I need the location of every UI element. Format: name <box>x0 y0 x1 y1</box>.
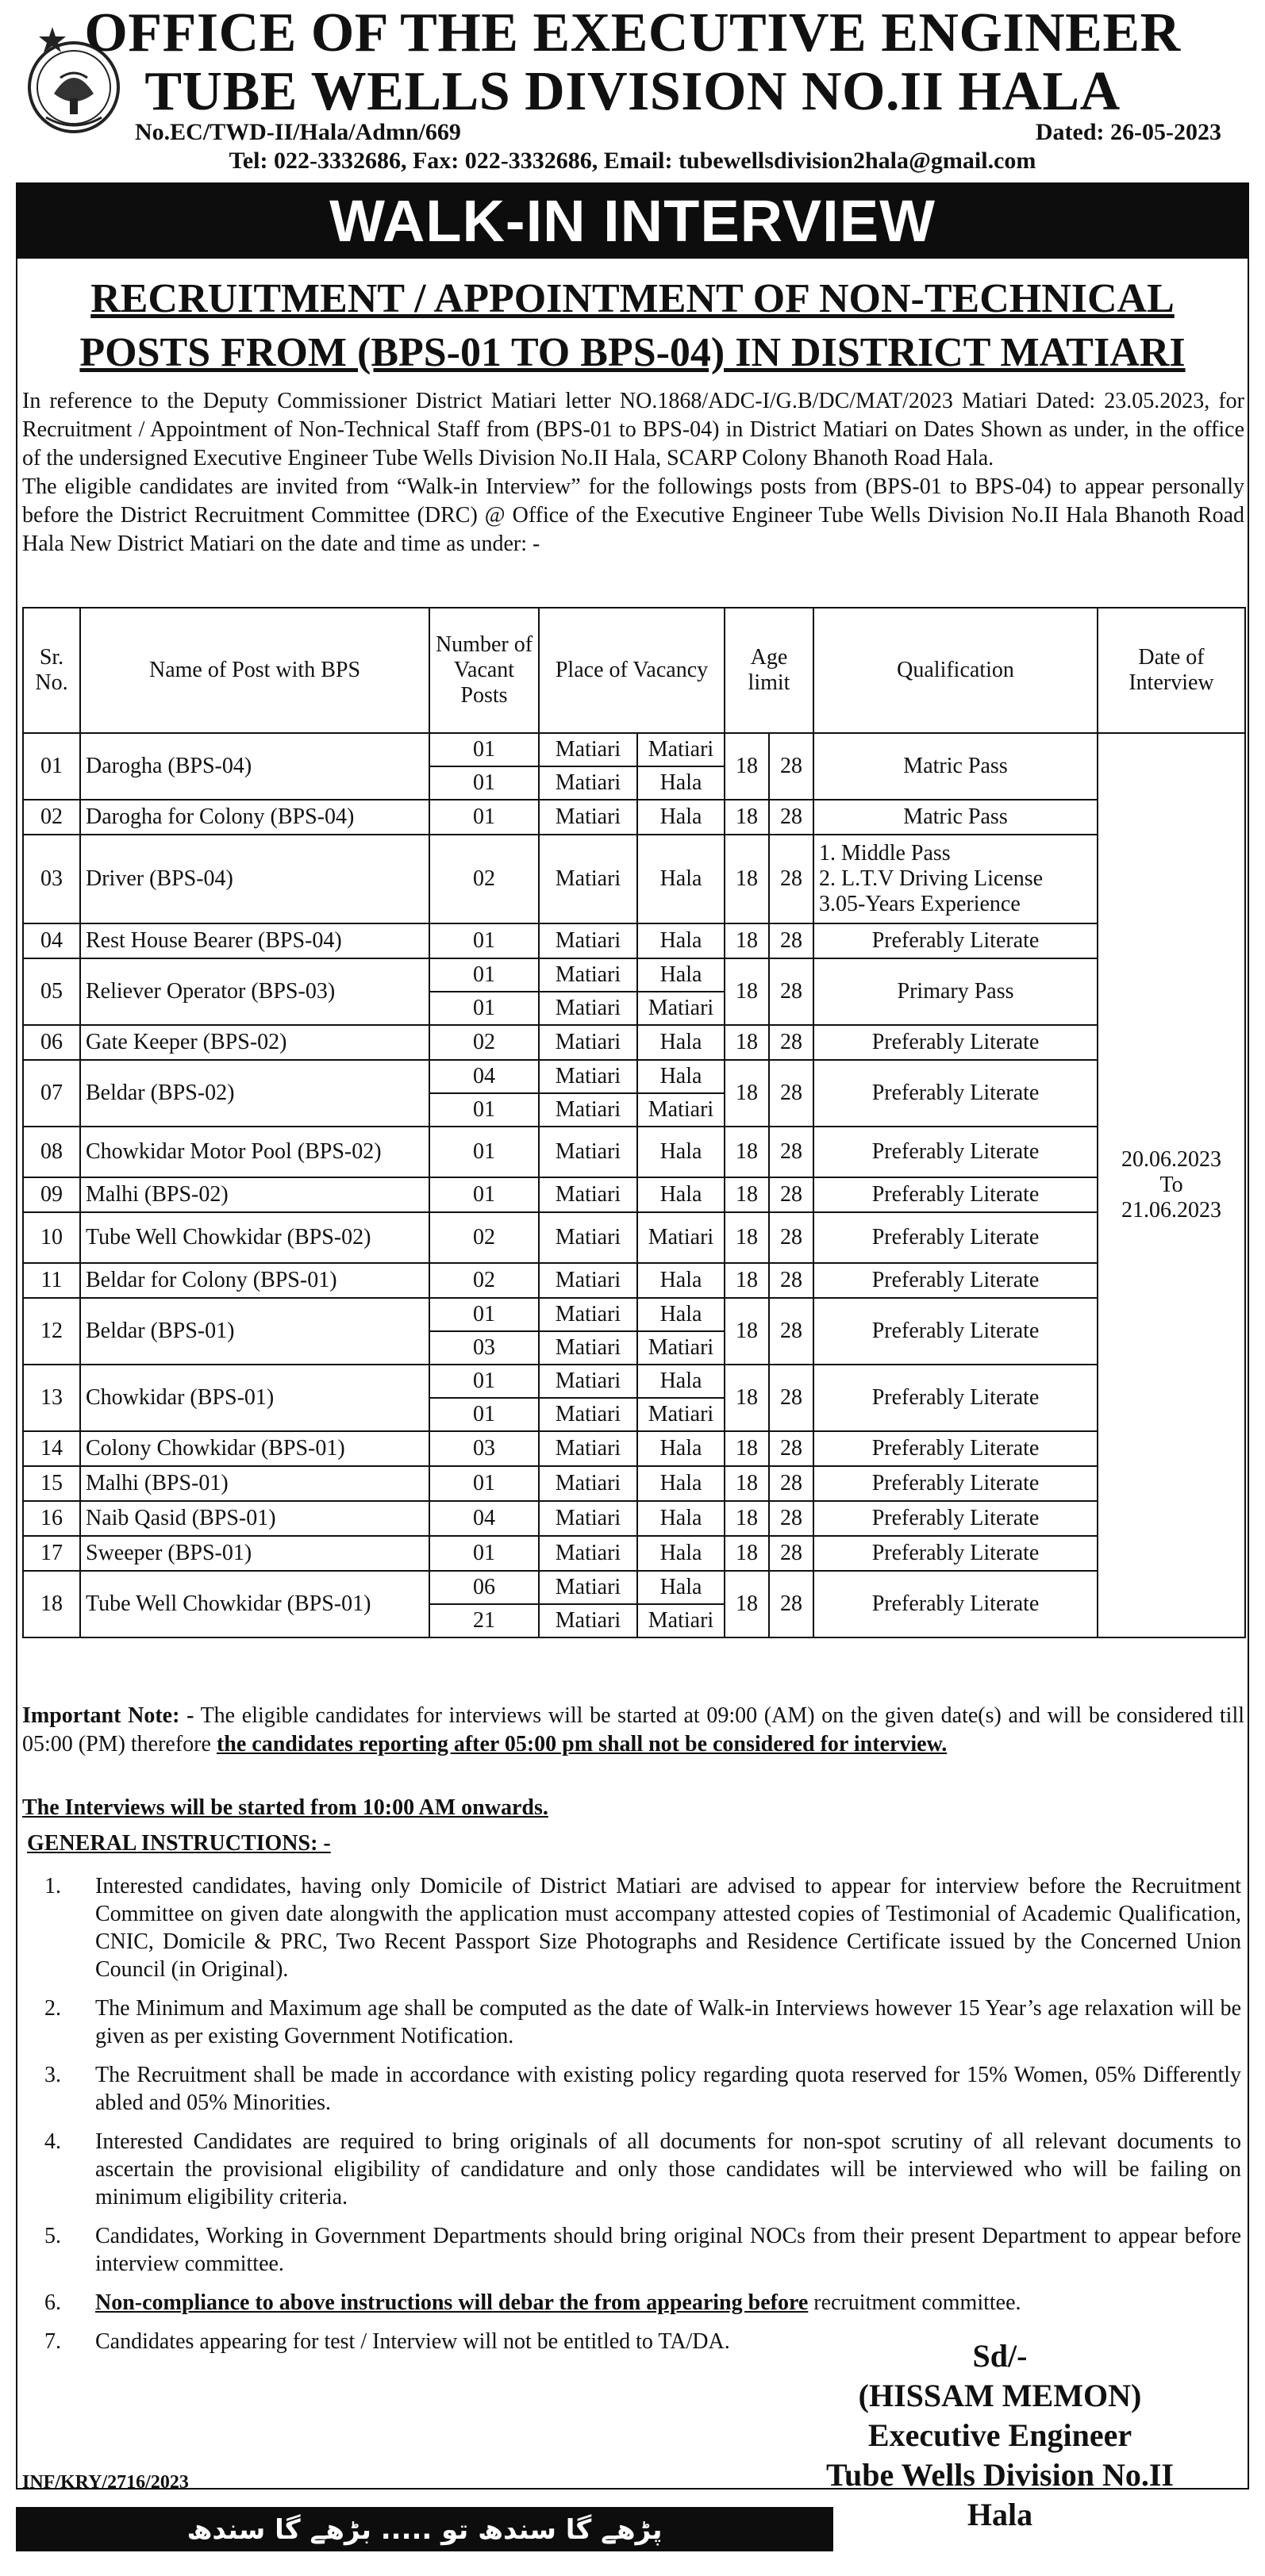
signatory-designation: Executive Engineer <box>867 2417 1132 2453</box>
min-age-cell: 18 <box>725 958 769 1025</box>
district-cell: Matiari <box>539 1127 637 1177</box>
post-name-cell: Beldar for Colony (BPS-01) <box>80 1263 429 1298</box>
vacant-posts-cell: 01 <box>429 1398 539 1431</box>
qualification-cell: Preferably Literate <box>813 1060 1098 1127</box>
instruction-text: Interested Candidates are required to bring originals of all documents for non-spot scrutiny of all relevant documents to ascertain the provisional eligibility of candidature and only those candidates will be interviewed who will be failing on minimum eligibility criteria. <box>95 2129 1241 2209</box>
qualification-cell: Preferably Literate <box>813 1466 1098 1501</box>
sr-no-cell: 15 <box>23 1466 80 1501</box>
place-cell: Hala <box>637 923 725 958</box>
reference-number: No.EC/TWD-II/Hala/Admn/669 <box>135 119 461 145</box>
vacant-posts-cell: 01 <box>429 923 539 958</box>
place-cell: Hala <box>637 1466 725 1501</box>
division-title: TUBE WELLS DIVISION NO.II HALA <box>144 61 1121 122</box>
post-name-cell: Beldar (BPS-01) <box>80 1298 429 1365</box>
vacant-posts-cell: 03 <box>429 1331 539 1365</box>
interview-date-cell <box>1098 733 1245 1637</box>
general-instructions-list <box>27 1872 1241 2367</box>
vacant-posts-cell: 02 <box>429 835 539 923</box>
place-cell: Matiari <box>637 1093 725 1127</box>
instruction-item <box>27 2061 1241 2117</box>
qualification-cell: Matric Pass <box>813 800 1098 835</box>
post-name-cell: Reliever Operator (BPS-03) <box>80 958 429 1025</box>
instruction-text-container <box>95 2222 1241 2278</box>
qualification-cell <box>813 835 1098 923</box>
post-name-cell: Malhi (BPS-02) <box>80 1177 429 1212</box>
vacant-posts-cell: 02 <box>429 1263 539 1298</box>
instruction-text-container <box>95 1872 1241 1983</box>
qualification-cell: Preferably Literate <box>813 1263 1098 1298</box>
table-row <box>23 1263 1245 1298</box>
sr-no-cell: 05 <box>23 958 80 1025</box>
place-cell: Hala <box>637 1298 725 1331</box>
place-cell: Hala <box>637 958 725 992</box>
instruction-item <box>27 2289 1241 2317</box>
post-name-cell: Colony Chowkidar (BPS-01) <box>80 1431 429 1466</box>
important-note-text: The eligible candidates for interviews will be started at 09:00 (AM) on the given date(s) and will be considered till 05:00 (PM) therefore <box>22 1703 1245 1756</box>
instruction-item <box>27 2222 1241 2278</box>
header-date-of-interview: Date of Interview <box>1098 608 1245 733</box>
post-name-cell: Gate Keeper (BPS-02) <box>80 1025 429 1060</box>
district-cell: Matiari <box>539 1365 637 1398</box>
instruction-text-container <box>95 2289 1241 2317</box>
district-cell: Matiari <box>539 1501 637 1536</box>
min-age-cell: 18 <box>725 1466 769 1501</box>
max-age-cell: 28 <box>769 1177 813 1212</box>
min-age-cell: 18 <box>725 1060 769 1127</box>
max-age-cell: 28 <box>769 923 813 958</box>
vacant-posts-cell: 02 <box>429 1212 539 1263</box>
signature-block <box>762 2336 1238 2535</box>
district-cell: Matiari <box>539 1536 637 1571</box>
district-cell: Matiari <box>539 1398 637 1431</box>
walk-in-interview-banner: WALK-IN INTERVIEW <box>16 182 1249 259</box>
place-cell: Matiari <box>637 992 725 1025</box>
sr-no-cell: 02 <box>23 800 80 835</box>
table-row <box>23 1466 1245 1501</box>
posts-table-container <box>22 607 1244 1638</box>
vacant-posts-cell: 01 <box>429 1127 539 1177</box>
vacant-posts-cell: 04 <box>429 1060 539 1093</box>
post-name-cell: Darogha (BPS-04) <box>80 733 429 800</box>
max-age-cell: 28 <box>769 958 813 1025</box>
general-instructions-heading: GENERAL INSTRUCTIONS: - <box>27 1831 331 1856</box>
qualification-cell: Preferably Literate <box>813 1127 1098 1177</box>
vacant-posts-cell: 01 <box>429 992 539 1025</box>
instruction-number: 6. <box>44 2290 61 2315</box>
table-row <box>23 1365 1245 1398</box>
intro-text <box>22 387 1244 559</box>
instruction-number: 2. <box>44 1996 61 2021</box>
min-age-cell: 18 <box>725 1365 769 1431</box>
table-row <box>23 835 1245 923</box>
place-cell: Hala <box>637 766 725 800</box>
header-sr-no: Sr. No. <box>23 608 80 733</box>
qualification-cell: Matric Pass <box>813 733 1098 800</box>
district-cell: Matiari <box>539 766 637 800</box>
post-name-cell: Chowkidar (BPS-01) <box>80 1365 429 1431</box>
instruction-item <box>27 2128 1241 2211</box>
district-cell: Matiari <box>539 1298 637 1331</box>
vacant-posts-cell: 01 <box>429 1298 539 1331</box>
post-name-cell: Rest House Bearer (BPS-04) <box>80 923 429 958</box>
district-cell: Matiari <box>539 1212 637 1263</box>
table-row <box>23 733 1245 766</box>
max-age-cell: 28 <box>769 1025 813 1060</box>
sr-no-cell: 13 <box>23 1365 80 1431</box>
interview-date-to: To <box>1159 1173 1183 1197</box>
signatory-division: Tube Wells Division No.II <box>826 2457 1174 2493</box>
instruction-item <box>27 1994 1241 2050</box>
office-title: OFFICE OF THE EXECUTIVE ENGINEER <box>84 2 1181 63</box>
instruction-number: 3. <box>44 2063 61 2087</box>
district-cell: Matiari <box>539 992 637 1025</box>
district-cell: Matiari <box>539 1177 637 1212</box>
district-cell: Matiari <box>539 1025 637 1060</box>
sr-no-cell: 11 <box>23 1263 80 1298</box>
district-cell: Matiari <box>539 800 637 835</box>
max-age-cell: 28 <box>769 1501 813 1536</box>
table-row <box>23 1127 1245 1177</box>
sr-no-cell: 08 <box>23 1127 80 1177</box>
instruction-text: The Recruitment shall be made in accordance with existing policy regarding quota reserved for 15% Women, 05% Differently abled and 05% Minorities. <box>95 2063 1241 2115</box>
place-cell: Hala <box>637 1571 725 1604</box>
instruction-number: 5. <box>44 2224 61 2248</box>
vacant-posts-cell: 06 <box>429 1571 539 1604</box>
vacant-posts-cell: 01 <box>429 958 539 992</box>
post-name-cell: Darogha for Colony (BPS-04) <box>80 800 429 835</box>
table-row <box>23 1298 1245 1331</box>
header-vacant-posts: Number of Vacant Posts <box>429 608 539 733</box>
min-age-cell: 18 <box>725 800 769 835</box>
qualification-cell: Preferably Literate <box>813 923 1098 958</box>
table-row <box>23 1025 1245 1060</box>
min-age-cell: 18 <box>725 1298 769 1365</box>
sr-no-cell: 12 <box>23 1298 80 1365</box>
place-cell: Hala <box>637 1127 725 1177</box>
district-cell: Matiari <box>539 923 637 958</box>
min-age-cell: 18 <box>725 1536 769 1571</box>
table-header-row <box>23 608 1245 733</box>
header-qualification: Qualification <box>813 608 1098 733</box>
posts-table <box>22 607 1246 1638</box>
instruction-number: 1. <box>44 1874 61 1898</box>
district-cell: Matiari <box>539 1571 637 1604</box>
max-age-cell: 28 <box>769 1298 813 1365</box>
max-age-cell: 28 <box>769 1263 813 1298</box>
sr-no-cell: 14 <box>23 1431 80 1466</box>
interview-start-time: The Interviews will be started from 10:00 AM onwards. <box>22 1795 548 1820</box>
place-cell: Hala <box>637 1365 725 1398</box>
district-cell: Matiari <box>539 1431 637 1466</box>
district-cell: Matiari <box>539 1093 637 1127</box>
table-row <box>23 1571 1245 1604</box>
sr-no-cell: 07 <box>23 1060 80 1127</box>
place-cell: Hala <box>637 1431 725 1466</box>
post-name-cell: Sweeper (BPS-01) <box>80 1536 429 1571</box>
place-cell: Matiari <box>637 1604 725 1637</box>
max-age-cell: 28 <box>769 1060 813 1127</box>
instruction-text-container <box>95 2061 1241 2117</box>
vacant-posts-cell: 01 <box>429 733 539 766</box>
place-cell: Hala <box>637 800 725 835</box>
sr-no-cell: 04 <box>23 923 80 958</box>
sr-no-cell: 09 <box>23 1177 80 1212</box>
place-cell: Matiari <box>637 1331 725 1365</box>
vacant-posts-cell: 01 <box>429 1466 539 1501</box>
min-age-cell: 18 <box>725 1127 769 1177</box>
instruction-text: recruitment committee. <box>808 2290 1021 2315</box>
sr-no-cell: 16 <box>23 1501 80 1536</box>
max-age-cell: 28 <box>769 1536 813 1571</box>
qualification-cell: Preferably Literate <box>813 1177 1098 1212</box>
qualification-cell: Primary Pass <box>813 958 1098 1025</box>
intro-paragraph-1: In reference to the Deputy Commissioner District Matiari letter NO.1868/ADC-I/G.B/DC/MAT/2023 Matiari Dated: 23.05.2023, for Recruitment / Appointment of Non-Technical Staff from (BPS-01 to BPS-04) in District Matiari on Dates Shown as under, in the office of the undersigned Executive Engineer Tube Wells Division No.II Hala, SCARP Colony Bhanoth Road Hala. <box>22 389 1244 470</box>
district-cell: Matiari <box>539 1331 637 1365</box>
max-age-cell: 28 <box>769 835 813 923</box>
table-row <box>23 1536 1245 1571</box>
sr-no-cell: 01 <box>23 733 80 800</box>
max-age-cell: 28 <box>769 733 813 800</box>
qualification-cell: Preferably Literate <box>813 1536 1098 1571</box>
place-cell: Matiari <box>637 1212 725 1263</box>
max-age-cell: 28 <box>769 1466 813 1501</box>
vacant-posts-cell: 02 <box>429 1025 539 1060</box>
instruction-text-container <box>95 1994 1241 2050</box>
min-age-cell: 18 <box>725 1212 769 1263</box>
max-age-cell: 28 <box>769 1127 813 1177</box>
table-body <box>23 733 1245 1637</box>
place-cell: Hala <box>637 1501 725 1536</box>
qualification-cell: Preferably Literate <box>813 1298 1098 1365</box>
min-age-cell: 18 <box>725 923 769 958</box>
vacant-posts-cell: 01 <box>429 1536 539 1571</box>
vacant-posts-cell: 21 <box>429 1604 539 1637</box>
post-name-cell: Naib Qasid (BPS-01) <box>80 1501 429 1536</box>
instruction-number: 4. <box>44 2129 61 2154</box>
instruction-text: The Minimum and Maximum age shall be computed as the date of Walk-in Interviews however 15 Year’s age relaxation will be given as per existing Government Notification. <box>95 1996 1241 2048</box>
vacant-posts-cell: 01 <box>429 1365 539 1398</box>
place-cell: Hala <box>637 835 725 923</box>
table-row <box>23 1177 1245 1212</box>
intro-paragraph-2: The eligible candidates are invited from “Walk-in Interview” for the followings posts from (BPS-01 to BPS-04) to appear personally before the District Recruitment Committee (DRC) @ Office of the Executive Engineer Tube Wells Division No.II Hala Bhanoth Road Hala New District Matiari on the date and time as under: - <box>22 474 1244 556</box>
instruction-text: Interested candidates, having only Domicile of District Matiari are advised to appear for interview before the Recruitment Committee on given date alongwith the application must accompany attested copies of Testimonial of Academic Qualification, CNIC, Domicile & PRC, Two Recent Passport Size Photographs and Residence Certificate issued by the Concerned Union Council (in Original). <box>95 1874 1241 1982</box>
vacant-posts-cell: 01 <box>429 1093 539 1127</box>
vacant-posts-cell: 01 <box>429 766 539 800</box>
table-row <box>23 1501 1245 1536</box>
sr-no-cell: 10 <box>23 1212 80 1263</box>
max-age-cell: 28 <box>769 1571 813 1637</box>
place-cell: Matiari <box>637 1398 725 1431</box>
signature-sd: Sd/- <box>972 2338 1028 2374</box>
qualification-cell: Preferably Literate <box>813 1501 1098 1536</box>
header-post-name: Name of Post with BPS <box>80 608 429 733</box>
sr-no-cell: 18 <box>23 1571 80 1637</box>
footer-slogan-bar: پڑھے گا سندھ تو ..... بڑھے گا سندھ <box>16 2507 833 2551</box>
min-age-cell: 18 <box>725 1571 769 1637</box>
instruction-text: Candidates appearing for test / Interview will not be entitled to TA/DA. <box>95 2329 730 2354</box>
min-age-cell: 18 <box>725 1431 769 1466</box>
instruction-number: 7. <box>44 2329 61 2354</box>
qualification-line: 2. L.T.V Driving License <box>819 866 1044 891</box>
post-name-cell: Malhi (BPS-01) <box>80 1466 429 1501</box>
table-row <box>23 958 1245 992</box>
max-age-cell: 28 <box>769 800 813 835</box>
table-row <box>23 923 1245 958</box>
vacant-posts-cell: 04 <box>429 1501 539 1536</box>
header-age-limit: Age limit <box>725 608 813 733</box>
qualification-cell: Preferably Literate <box>813 1365 1098 1431</box>
qualification-line: 3.05-Years Experience <box>819 892 1021 916</box>
place-cell: Hala <box>637 1025 725 1060</box>
post-name-cell: Chowkidar Motor Pool (BPS-02) <box>80 1127 429 1177</box>
qualification-cell: Preferably Literate <box>813 1571 1098 1637</box>
post-name-cell: Tube Well Chowkidar (BPS-01) <box>80 1571 429 1637</box>
contact-info: Tel: 022-3332686, Fax: 022-3332686, Email: tubewellsdivision2hala@gmail.com <box>229 148 1036 174</box>
place-cell: Hala <box>637 1263 725 1298</box>
place-cell: Matiari <box>637 733 725 766</box>
min-age-cell: 18 <box>725 1177 769 1212</box>
important-note-label: Important Note: - <box>22 1703 194 1728</box>
important-note-emphasis: the candidates reporting after 05:00 pm shall not be considered for interview. <box>216 1732 948 1756</box>
district-cell: Matiari <box>539 733 637 766</box>
min-age-cell: 18 <box>725 835 769 923</box>
important-note <box>22 1702 1244 1759</box>
post-name-cell: Driver (BPS-04) <box>80 835 429 923</box>
vacant-posts-cell: 01 <box>429 800 539 835</box>
signatory-place: Hala <box>967 2497 1033 2532</box>
interview-date-until: 21.06.2023 <box>1121 1198 1222 1223</box>
place-cell: Hala <box>637 1060 725 1093</box>
instruction-item <box>27 1872 1241 1983</box>
max-age-cell: 28 <box>769 1365 813 1431</box>
min-age-cell: 18 <box>725 733 769 800</box>
district-cell: Matiari <box>539 1263 637 1298</box>
district-cell: Matiari <box>539 1466 637 1501</box>
recruitment-title-line-2: POSTS FROM (BPS-01 TO BPS-04) IN DISTRICT MATIARI <box>79 330 1186 375</box>
qualification-cell: Preferably Literate <box>813 1431 1098 1466</box>
sr-no-cell: 03 <box>23 835 80 923</box>
district-cell: Matiari <box>539 1604 637 1637</box>
district-cell: Matiari <box>539 835 637 923</box>
min-age-cell: 18 <box>725 1025 769 1060</box>
vacant-posts-cell: 03 <box>429 1431 539 1466</box>
district-cell: Matiari <box>539 1060 637 1093</box>
sr-no-cell: 17 <box>23 1536 80 1571</box>
instruction-text: Candidates, Working in Government Departments should bring original NOCs from their present Department to appear before interview committee. <box>95 2224 1241 2276</box>
min-age-cell: 18 <box>725 1501 769 1536</box>
post-name-cell: Beldar (BPS-02) <box>80 1060 429 1127</box>
table-row <box>23 1060 1245 1093</box>
table-row <box>23 1431 1245 1466</box>
issue-date: Dated: 26-05-2023 <box>1035 119 1221 145</box>
qualification-cell: Preferably Literate <box>813 1025 1098 1060</box>
instruction-emphasis: Non-compliance to above instructions will debar the from appearing before <box>95 2290 809 2315</box>
interview-date-from: 20.06.2023 <box>1121 1147 1222 1172</box>
vacant-posts-cell: 01 <box>429 1177 539 1212</box>
post-name-cell: Tube Well Chowkidar (BPS-02) <box>80 1212 429 1263</box>
instruction-text-container <box>95 2128 1241 2211</box>
table-row <box>23 800 1245 835</box>
table-row <box>23 1212 1245 1263</box>
sr-no-cell: 06 <box>23 1025 80 1060</box>
max-age-cell: 28 <box>769 1212 813 1263</box>
place-cell: Hala <box>637 1177 725 1212</box>
inf-number: INF/KRY/2716/2023 <box>22 2472 189 2493</box>
place-cell: Hala <box>637 1536 725 1571</box>
signatory-name: (HISSAM MEMON) <box>858 2378 1142 2413</box>
min-age-cell: 18 <box>725 1263 769 1298</box>
recruitment-title-line-1: RECRUITMENT / APPOINTMENT OF NON-TECHNICAL <box>90 276 1175 321</box>
district-cell: Matiari <box>539 958 637 992</box>
max-age-cell: 28 <box>769 1431 813 1466</box>
qualification-line: 1. Middle Pass <box>819 841 951 866</box>
qualification-cell: Preferably Literate <box>813 1212 1098 1263</box>
header-place-of-vacancy: Place of Vacancy <box>539 608 725 733</box>
